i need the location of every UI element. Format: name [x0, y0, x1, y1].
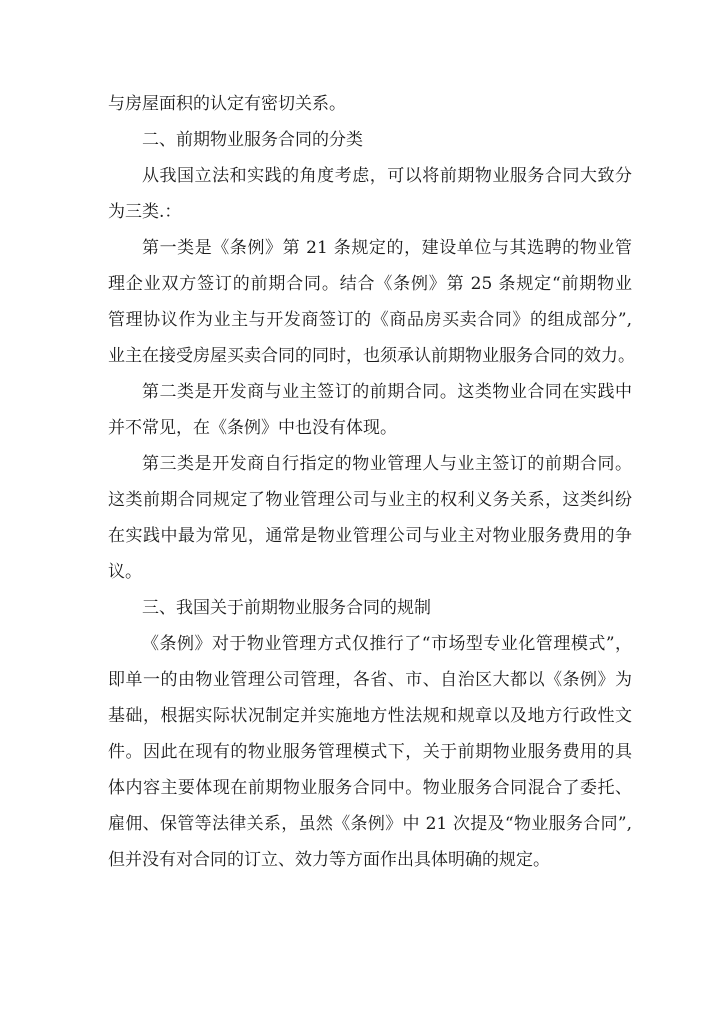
paragraph-line: 这类前期合同规定了物业管理公司与业主的权利义务关系，这类纠纷 [108, 490, 632, 510]
paragraph-line: 件。因此在现有的物业服务管理模式下，关于前期物业服务费用的具 [108, 742, 632, 762]
paragraph-line: 即单一的由物业管理公司管理，各省、市、自治区大都以《条例》为 [108, 670, 632, 690]
paragraph-line: 为三类.： [108, 202, 182, 222]
section-heading: 三、我国关于前期物业服务合同的规制 [142, 598, 431, 618]
paragraph-line: 理企业双方签订的前期合同。结合《条例》第 25 条规定“前期物业 [108, 274, 632, 294]
paragraph-line: 雇佣、保管等法律关系，虽然《条例》中 21 次提及“物业服务合同”, [108, 814, 632, 834]
paragraph-line: 从我国立法和实践的角度考虑，可以将前期物业服务合同大致分 [142, 166, 632, 186]
paragraph-line: 在实践中最为常见，通常是物业管理公司与业主对物业服务费用的争 [108, 526, 632, 546]
paragraph-line: 并不常见，在《条例》中也没有体现。 [108, 418, 397, 438]
paragraph-line: 基础，根据实际状况制定并实施地方性法规和规章以及地方行政性文 [108, 706, 632, 726]
paragraph-line: 《条例》对于物业管理方式仅推行了“市场型专业化管理模式”， [142, 634, 632, 654]
paragraph-line: 第一类是《条例》第 21 条规定的，建设单位与其选聘的物业管 [142, 238, 632, 258]
paragraph-line: 第二类是开发商与业主签订的前期合同。这类物业合同在实践中 [142, 382, 632, 402]
document-body [108, 86, 635, 878]
paragraph-line: 体内容主要体现在前期物业服务合同中。物业服务合同混合了委托、 [108, 778, 632, 798]
paragraph-line: 第三类是开发商自行指定的物业管理人与业主签订的前期合同。 [142, 454, 632, 474]
paragraph-line: 议。 [108, 562, 142, 582]
section-heading: 二、前期物业服务合同的分类 [142, 130, 363, 150]
paragraph-line: 但并没有对合同的订立、效力等方面作出具体明确的规定。 [108, 850, 550, 870]
paragraph-line: 业主在接受房屋买卖合同的同时，也须承认前期物业服务合同的效力。 [108, 346, 635, 366]
paragraph-line: 管理协议作为业主与开发商签订的《商品房买卖合同》的组成部分”, [108, 310, 632, 330]
paragraph-line: 与房屋面积的认定有密切关系。 [108, 94, 346, 114]
